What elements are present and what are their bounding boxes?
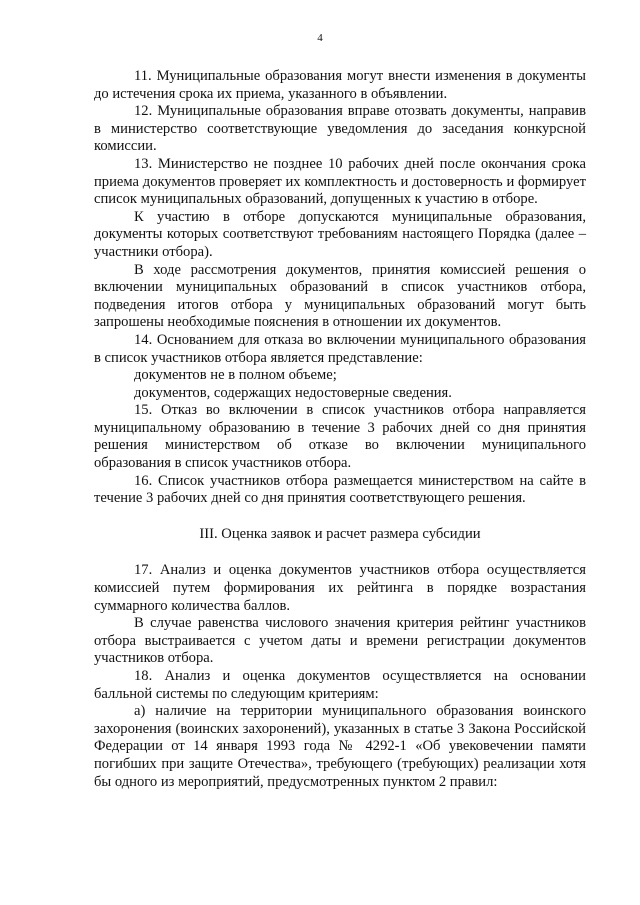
paragraph-13: 13. Министерство не позднее 10 рабочих дней после окончания срока приема документов проверяет их комплектность и достоверность и формирует список муниципальных образований, допущенных к участию в отборе. [94,155,586,208]
paragraph-17-tie-rule: В случае равенства числового значения критерия рейтинг участников отбора выстраивается с учетом даты и времени регистрации документов участников отбора. [94,615,586,667]
page-number: 4 [317,32,323,44]
paragraph-13-admission: К участию в отборе допускаются муниципальные образования, документы которых соответствуют требованиям настоящего Порядка (далее – участники отбора). [94,208,586,260]
paragraph-18-criterion-a: а) наличие на территории муниципального образования воинского захоронения (воинских захоронений), указанных в статье 3 Закона Российской Федерации от 14 января 1993 года № 4292-1 «Об увековечении памяти погибших при защите Отечества», требующего (требующих) реализации хотя бы одного из мероприятий, предусмотренных пунктом 2 правил: [94,703,586,790]
paragraph-14: 14. Основанием для отказа во включении муниципального образования в список участников отбора является представление: [94,331,586,366]
paragraph-15: 15. Отказ во включении в список участников отбора направляется муниципальному образованию в течение 3 рабочих дней со дня принятия решения министерством об отказе во включении муниципального образования в список участников отбора. [94,402,586,472]
paragraph-14-item-false-info: документов, содержащих недостоверные сведения. [134,384,452,401]
paragraph-18: 18. Анализ и оценка документов осуществляется на основании балльной системы по следующим критериям: [94,668,586,702]
section-title: III. Оценка заявок и расчет размера субсидии [199,525,481,542]
paragraph-14-item-incomplete: документов не в полном объеме; [134,367,337,384]
paragraph-16: 16. Список участников отбора размещается министерством на сайте в течение 3 рабочих дней со дня принятия соответствующего решения. [94,472,586,507]
paragraph-11: 11. Муниципальные образования могут внести изменения в документы до истечения срока их приема, указанного в объявлении. [94,68,586,102]
paragraph-13-clarifications: В ходе рассмотрения документов, принятия комиссией решения о включении муниципальных образований в список участников отбора, подведения итогов отбора у муниципальных образований могут быть запрошены необходимые пояснения в отношении их документов. [94,261,586,331]
document-body [94,68,586,791]
paragraph-17: 17. Анализ и оценка документов участников отбора осуществляется комиссией путем формирования их рейтинга в порядке возрастания суммарного количества баллов. [94,562,586,614]
paragraph-12: 12. Муниципальные образования вправе отозвать документы, направив в министерство соответствующие уведомления до заседания конкурсной комиссии. [94,103,586,155]
